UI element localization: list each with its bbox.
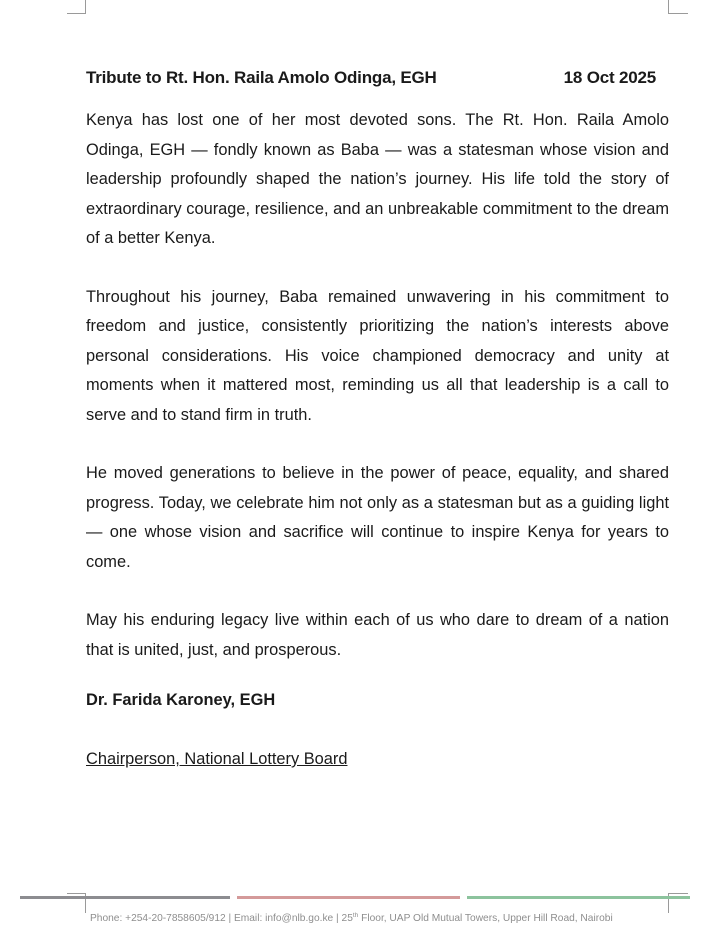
crop-mark-top-right — [668, 0, 688, 14]
signatory-role: Chairperson, National Lottery Board — [86, 750, 348, 768]
letter-date: 18 Oct 2025 — [563, 68, 656, 87]
paragraph: May his enduring legacy live within each of us who dare to dream of a nation that is united, just, and prosperous. — [86, 611, 669, 659]
letter-body — [86, 106, 669, 694]
footer-bar-green — [467, 896, 690, 899]
crop-mark-top-left — [67, 0, 86, 14]
footer-bar-gray — [20, 896, 230, 899]
letter-title: Tribute to Rt. Hon. Raila Amolo Odinga, EGH — [86, 68, 437, 87]
footer-address: Floor, UAP Old Mutual Towers, Upper Hill Road, Nairobi — [358, 913, 613, 924]
paragraph: He moved generations to believe in the power of peace, equality, and shared progress. Today, we celebrate him not only as a statesman but as a guiding light — one whose vision and sacrifice will continue to inspire Kenya for years to come. — [86, 464, 669, 571]
paragraph: Kenya has lost one of her most devoted sons. The Rt. Hon. Raila Amolo Odinga, EGH — fondly known as Baba — was a statesman whose vision and leadership profoundly shaped the nation’s journey. His life told the story of extraordinary courage, resilience, and an unbreakable commitment to the dream of a better Kenya. — [86, 111, 669, 247]
footer-contact-text: Phone: +254-20-7858605/912 | Email: info@nlb.go.ke | 25 — [90, 913, 353, 924]
footer-bar-red — [237, 896, 460, 899]
letter-header — [86, 68, 656, 92]
footer-ordinal: th — [352, 912, 359, 919]
footer-contact — [90, 912, 613, 924]
signatory-name: Dr. Farida Karoney, EGH — [86, 691, 276, 709]
paragraph: Throughout his journey, Baba remained unwavering in his commitment to freedom and justice, consistently prioritizing the nation’s interests above personal considerations. His voice championed democracy and unity at moments when it mattered most, reminding us all that leadership is a call to serve and to stand firm in truth. — [86, 287, 669, 424]
